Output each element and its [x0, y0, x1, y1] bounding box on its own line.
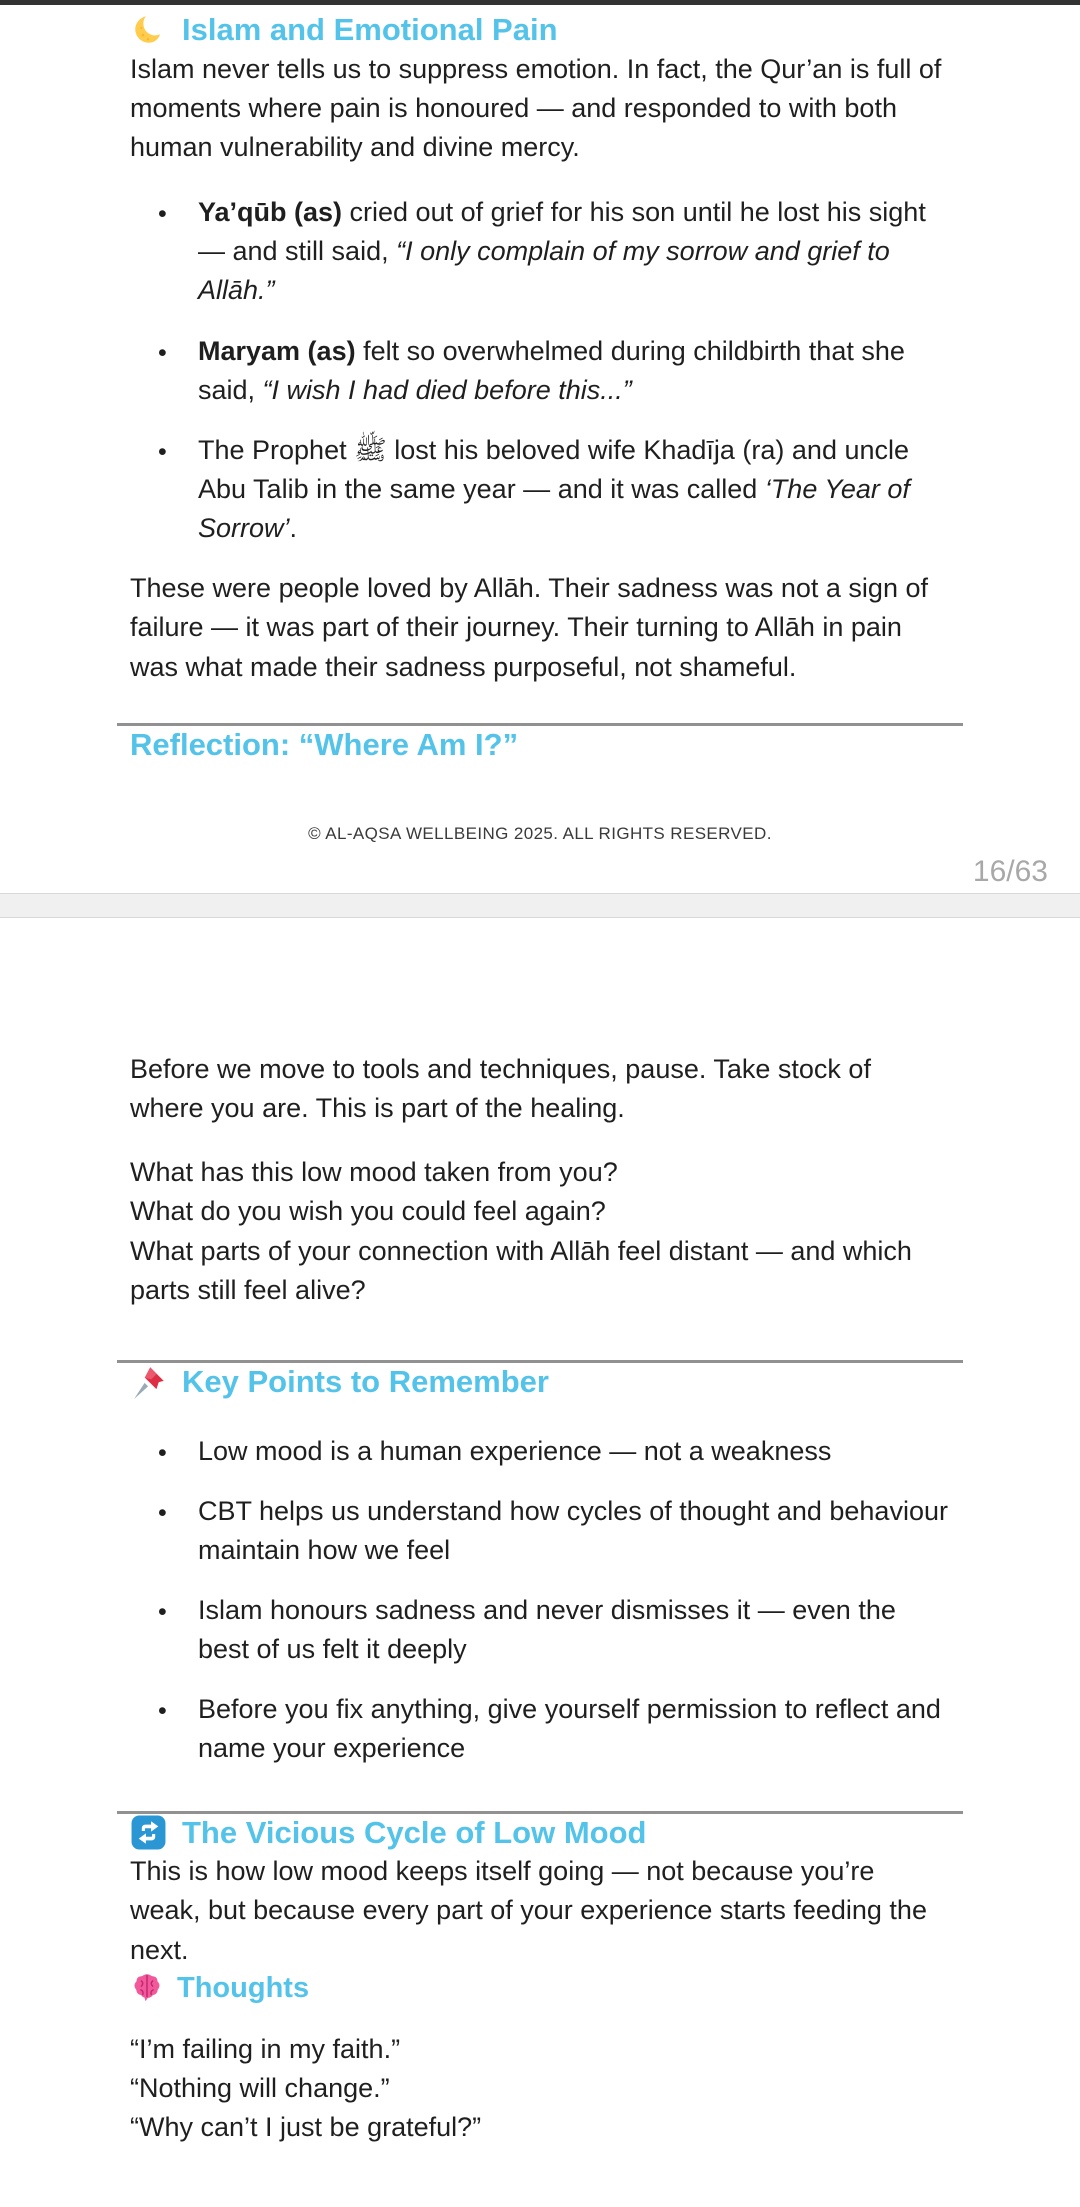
list-item: • Before you fix anything, give yourself permission to reflect and name your experience — [158, 1690, 950, 1768]
bullet-quote-text: “I wish I had died before this...” — [262, 374, 632, 405]
bullet-quote-text: ‘The Year of Sorrow’ — [198, 474, 910, 544]
question-line: What has this low mood taken from you? — [130, 1157, 618, 1188]
paragraph-outro: These were people loved by Allāh. Their sadness was not a sign of failure — it was part of their journey. Their turning to Allāh in pain was what made their sadness purposeful, not shameful. — [130, 573, 928, 682]
question-line: What parts of your connection with Allāh feel distant — and which parts still feel alive? — [130, 1235, 912, 1305]
heading-text: The Vicious Cycle of Low Mood — [182, 1814, 647, 1850]
document-scroll-area[interactable] — [0, 5, 1080, 2207]
thought-quotes — [130, 2030, 950, 2147]
list-item: • Islam honours sadness and never dismisses it — even the best of us felt it deeply — [158, 1591, 950, 1669]
pushpin-icon — [130, 1364, 167, 1401]
bullet-bold-text: Ya’qūb (as) — [198, 197, 343, 228]
bullet-plain-text: . — [289, 513, 298, 544]
bullet-quote-text: “I only complain of my sorrow and grief to Allāh.” — [198, 236, 890, 306]
list-item — [158, 431, 950, 548]
section-heading-reflection — [130, 726, 950, 765]
paragraph-intro: Islam never tells us to suppress emotion. In fact, the Qur’an is full of moments where pain is honoured — and responded to with both human vulnerability and divine mercy. — [130, 53, 942, 163]
list-item: • CBT helps us understand how cycles of thought and behaviour maintain how we feel — [158, 1492, 950, 1570]
document-page-16 — [0, 5, 1080, 893]
paragraph-pause: Before we move to tools and techniques, pause. Take stock of where you are. This is part of the healing. — [130, 1054, 871, 1124]
bullet-plain-text: felt so overwhelmed during childbirth that she said, — [198, 335, 905, 405]
bullet-plain-text: cried out of grief for his son until he lost his sight — and still said, — [198, 197, 926, 267]
list-item — [158, 193, 950, 310]
quote-line: “I’m failing in my faith.” — [130, 2034, 401, 2064]
heading-text: Thoughts — [177, 1971, 310, 2004]
list-item — [158, 332, 950, 410]
key-points-bullet-list — [130, 1432, 950, 1769]
paragraph-cycle: This is how low mood keeps itself going — not because you’re weak, but because every part of your experience starts feeding the next. — [130, 1856, 927, 1965]
heading-text: Key Points to Remember — [182, 1363, 549, 1399]
bullet-plain-text: The Prophet ﷺ lost his beloved wife Khadīja (ra) and uncle Abu Talib in the same year — and it was called — [198, 434, 910, 505]
section-heading-key-points — [130, 1363, 950, 1402]
section-heading-islam-and-emotional-pain — [130, 11, 950, 50]
question-line: What do you wish you could feel again? — [130, 1196, 606, 1227]
reflection-questions — [130, 1153, 950, 1310]
examples-bullet-list — [130, 193, 950, 548]
repeat-arrows-icon — [130, 1814, 167, 1851]
section-heading-vicious-cycle — [130, 1814, 950, 1853]
quote-line: “Why can’t I just be grateful?” — [130, 2112, 482, 2143]
heading-text: Reflection: “Where Am I?” — [130, 726, 519, 762]
page-number-indicator: 16/63 — [972, 855, 1048, 888]
page-break-gap — [0, 893, 1080, 918]
document-page-17 — [0, 918, 1080, 2207]
brain-icon — [130, 1971, 164, 2005]
subsection-heading-thoughts — [130, 1970, 950, 2006]
copyright-notice: © AL-AQSA WELLBEING 2025. ALL RIGHTS RESERVED. — [308, 824, 772, 844]
quote-line: “Nothing will change.” — [130, 2073, 390, 2104]
crescent-moon-icon — [130, 12, 167, 49]
list-item: • Low mood is a human experience — not a weakness — [158, 1432, 950, 1471]
bullet-bold-text: Maryam (as) — [198, 335, 356, 366]
heading-text: Islam and Emotional Pain — [182, 12, 558, 47]
